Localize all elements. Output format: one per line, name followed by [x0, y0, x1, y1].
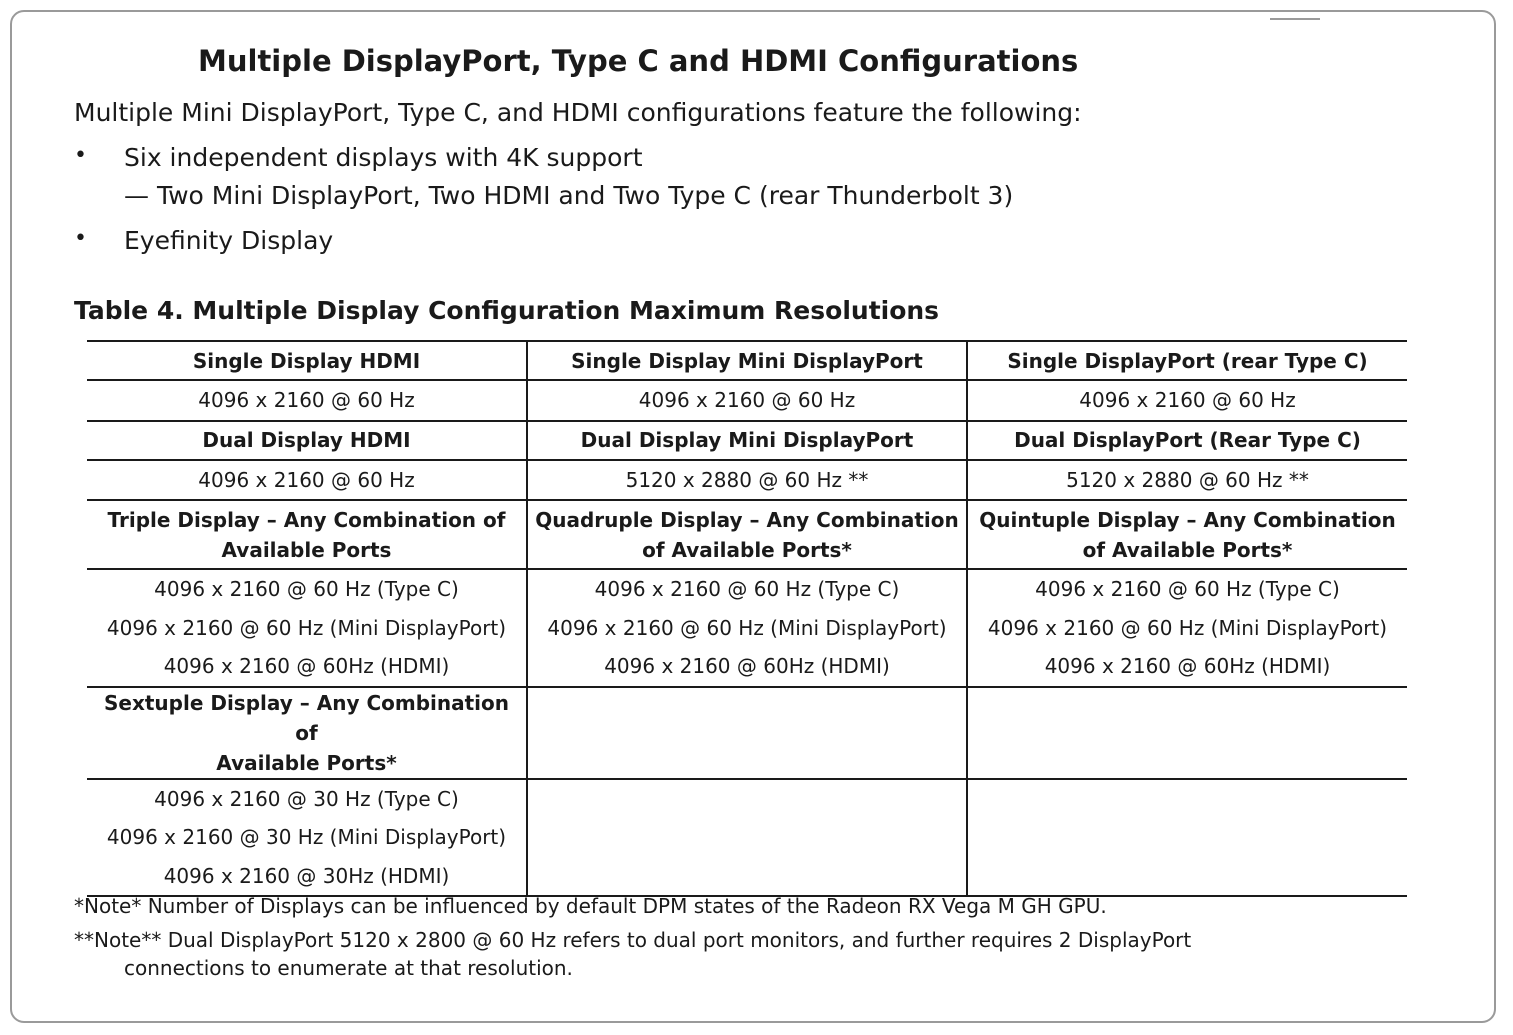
- sub-bullet-ports: — Two Mini DisplayPort, Two HDMI and Two Type C (rear Thunderbolt 3): [124, 181, 1014, 210]
- cell-line: Single Display HDMI: [192, 348, 421, 373]
- cell-line: 5120 x 2880 @ 60 Hz **: [1066, 467, 1309, 492]
- cell-line: 4096 x 2160 @ 60 Hz (Mini DisplayPort): [106, 615, 507, 640]
- table-cell: [87, 569, 527, 687]
- table-header-row: [87, 341, 1407, 380]
- table-cell: [967, 779, 1407, 897]
- cell-line: 4096 x 2160 @ 60 Hz: [198, 467, 415, 492]
- table-row: [87, 569, 1407, 687]
- table-header-cell: [967, 421, 1407, 460]
- table-header-cell: [527, 500, 967, 569]
- cell-line: 4096 x 2160 @ 30 Hz (Mini DisplayPort): [106, 825, 507, 849]
- table-header-cell: [967, 500, 1407, 569]
- note-displays: *Note* Number of Displays can be influenced by default DPM states of the Radeon RX Vega M GH GPU.: [74, 894, 1107, 918]
- table-row: [87, 779, 1407, 897]
- table-cell: [527, 779, 967, 897]
- corner-mark: [1270, 18, 1320, 20]
- table-cell: [967, 569, 1407, 687]
- bullet-dot-icon: •: [74, 226, 87, 251]
- table-cell: [87, 460, 527, 501]
- cell-line: 4096 x 2160 @ 60 Hz: [198, 388, 415, 412]
- cell-line: 4096 x 2160 @ 60 Hz (Type C): [594, 577, 900, 601]
- cell-line: 5120 x 2880 @ 60 Hz **: [625, 467, 869, 492]
- cell-line: Quadruple Display – Any Combination: [535, 507, 959, 532]
- cell-line: 4096 x 2160 @ 60Hz (HDMI): [163, 654, 450, 678]
- note-dual-displayport-continued: connections to enumerate at that resolution.: [124, 956, 573, 980]
- resolution-table: [87, 340, 1407, 897]
- table-header-cell: [967, 341, 1407, 380]
- cell-line: 4096 x 2160 @ 60 Hz (Type C): [1035, 577, 1340, 601]
- cell-line: Available Ports: [221, 537, 392, 562]
- cell-line: Single DisplayPort (rear Type C): [1007, 348, 1368, 373]
- table-header-cell: [527, 687, 967, 779]
- table-row: [87, 380, 1407, 421]
- bullet-dot-icon: •: [74, 143, 87, 168]
- cell-line: Single Display Mini DisplayPort: [571, 348, 923, 373]
- cell-line: Sextuple Display – Any Combination of: [103, 690, 510, 745]
- cell-line: 4096 x 2160 @ 60 Hz: [638, 388, 856, 412]
- cell-line: Quintuple Display – Any Combination: [979, 507, 1396, 532]
- cell-line: Available Ports*: [216, 750, 397, 775]
- cell-line: of Available Ports*: [1082, 537, 1293, 562]
- table-header-cell: [527, 341, 967, 380]
- table-cell: [87, 779, 527, 897]
- table-cell: [527, 460, 967, 501]
- cell-line: of Available Ports*: [642, 537, 852, 562]
- cell-line: 4096 x 2160 @ 60 Hz (Type C): [154, 577, 459, 601]
- bullet-text: Eyefinity Display: [124, 226, 334, 255]
- table-cell: [527, 380, 967, 421]
- section-title: Multiple DisplayPort, Type C and HDMI Configurations: [198, 44, 1079, 78]
- table-header-cell: [527, 421, 967, 460]
- resolution-table-body: [87, 341, 1407, 896]
- table-cell: [527, 569, 967, 687]
- cell-line: 4096 x 2160 @ 60 Hz: [1079, 388, 1296, 412]
- table-header-cell: [87, 687, 527, 779]
- cell-line: Dual Display Mini DisplayPort: [580, 428, 914, 452]
- table-header-cell: [87, 341, 527, 380]
- cell-line: 4096 x 2160 @ 60 Hz (Mini DisplayPort): [987, 615, 1388, 640]
- intro-text: Multiple Mini DisplayPort, Type C, and HDMI configurations feature the following:: [74, 98, 1082, 127]
- cell-line: 4096 x 2160 @ 60Hz (HDMI): [1044, 654, 1331, 678]
- table-cell: [967, 380, 1407, 421]
- table-header-row: [87, 687, 1407, 779]
- table-cell: [87, 380, 527, 421]
- table-header-cell: [87, 421, 527, 460]
- cell-line: Dual Display HDMI: [202, 428, 411, 452]
- cell-line: 4096 x 2160 @ 60Hz (HDMI): [604, 654, 890, 678]
- bullet-text: Six independent displays with 4K support: [124, 143, 643, 172]
- cell-line: 4096 x 2160 @ 30Hz (HDMI): [163, 863, 450, 888]
- cell-line: Dual DisplayPort (Rear Type C): [1014, 428, 1361, 452]
- note-dual-displayport: **Note** Dual DisplayPort 5120 x 2800 @ 60 Hz refers to dual port monitors, and further requires 2 DisplayPort: [74, 928, 1192, 952]
- cell-line: Triple Display – Any Combination of: [107, 507, 506, 532]
- table-header-row: [87, 500, 1407, 569]
- table-header-cell: [967, 687, 1407, 779]
- table-row: [87, 460, 1407, 501]
- table-header-cell: [87, 500, 527, 569]
- table-cell: [967, 460, 1407, 501]
- cell-line: 4096 x 2160 @ 60 Hz (Mini DisplayPort): [547, 615, 947, 640]
- table-header-row: [87, 421, 1407, 460]
- cell-line: 4096 x 2160 @ 30 Hz (Type C): [154, 786, 459, 811]
- table-title: Table 4. Multiple Display Configuration Maximum Resolutions: [74, 296, 940, 325]
